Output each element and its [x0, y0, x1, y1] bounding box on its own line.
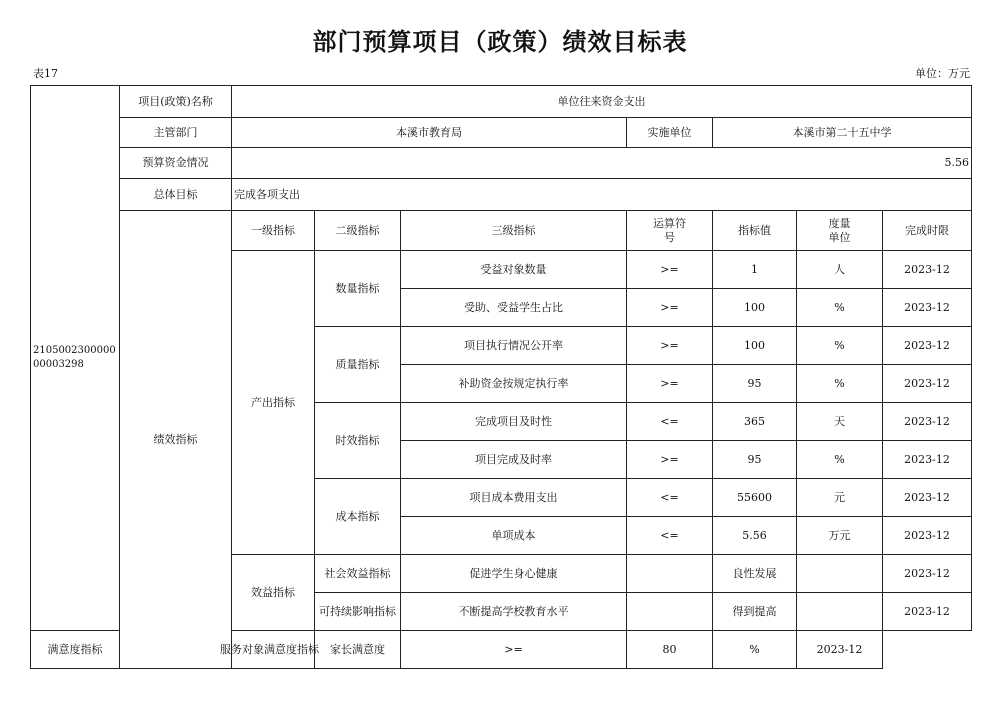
row-value: 5.56	[713, 517, 797, 555]
l1-benefit: 效益指标	[232, 555, 315, 631]
row-unit: %	[713, 631, 797, 669]
row-value: 95	[713, 441, 797, 479]
row-time: 2023-12	[883, 251, 972, 289]
row-value: 1	[713, 251, 797, 289]
row-unit: 元	[797, 479, 883, 517]
row-unit: 天	[797, 403, 883, 441]
row-op	[627, 593, 713, 631]
row-l3: 项目执行情况公开率	[401, 327, 627, 365]
perf-indicator-label: 绩效指标	[120, 211, 232, 669]
row-l3: 不断提高学校教育水平	[401, 593, 627, 631]
row-value: 55600	[713, 479, 797, 517]
row-op: >=	[627, 251, 713, 289]
header-time: 完成时限	[883, 211, 972, 251]
project-code: 210500230000000003298	[31, 86, 120, 631]
dept-value: 本溪市教育局	[232, 118, 627, 148]
row-time: 2023-12	[883, 479, 972, 517]
overall-goal-label: 总体目标	[120, 179, 232, 211]
row-op: >=	[627, 327, 713, 365]
header-value: 指标值	[713, 211, 797, 251]
row-l3: 单项成本	[401, 517, 627, 555]
row-value: 100	[713, 327, 797, 365]
row-op	[627, 555, 713, 593]
l2-timeliness: 时效指标	[315, 403, 401, 479]
header-l1: 一级指标	[232, 211, 315, 251]
row-value: 100	[713, 289, 797, 327]
dept-label: 主管部门	[120, 118, 232, 148]
row-time: 2023-12	[883, 403, 972, 441]
row-unit: 万元	[797, 517, 883, 555]
l2-quantity: 数量指标	[315, 251, 401, 327]
row-time: 2023-12	[797, 631, 883, 669]
row-value: 良性发展	[713, 555, 797, 593]
overall-goal-value: 完成各项支出	[232, 179, 972, 211]
row-l3: 受益对象数量	[401, 251, 627, 289]
row-unit: %	[797, 289, 883, 327]
performance-table	[30, 85, 972, 669]
row-op: <=	[627, 403, 713, 441]
row-op: <=	[627, 479, 713, 517]
row-value: 得到提高	[713, 593, 797, 631]
impl-unit-value: 本溪市第二十五中学	[713, 118, 972, 148]
row-time: 2023-12	[883, 517, 972, 555]
row-time: 2023-12	[883, 555, 972, 593]
row-l3: 补助资金按规定执行率	[401, 365, 627, 403]
l2-quality: 质量指标	[315, 327, 401, 403]
row-value: 95	[713, 365, 797, 403]
l2-social: 社会效益指标	[315, 555, 401, 593]
page-title: 部门预算项目（政策）绩效目标表	[312, 28, 688, 56]
row-time: 2023-12	[883, 289, 972, 327]
row-l3: 家长满意度	[315, 631, 401, 669]
unit-label: 单位：万元	[915, 67, 970, 80]
row-time: 2023-12	[883, 593, 972, 631]
budget-value: 5.56	[232, 148, 972, 179]
row-time: 2023-12	[883, 365, 972, 403]
row-l3: 完成项目及时性	[401, 403, 627, 441]
row-op: <=	[627, 517, 713, 555]
row-l3: 项目成本费用支出	[401, 479, 627, 517]
row-unit: %	[797, 365, 883, 403]
header-l2: 二级指标	[315, 211, 401, 251]
row-op: >=	[401, 631, 627, 669]
header-l3: 三级指标	[401, 211, 627, 251]
l2-cost: 成本指标	[315, 479, 401, 555]
row-op: >=	[627, 289, 713, 327]
row-l3: 受助、受益学生占比	[401, 289, 627, 327]
l1-satisfaction: 满意度指标	[31, 631, 120, 669]
project-name-value: 单位往来资金支出	[232, 86, 972, 118]
row-op: >=	[627, 441, 713, 479]
row-value: 365	[713, 403, 797, 441]
project-name-label: 项目(政策)名称	[120, 86, 232, 118]
row-op: >=	[627, 365, 713, 403]
budget-label: 预算资金情况	[120, 148, 232, 179]
l2-sustainable: 可持续影响指标	[315, 593, 401, 631]
impl-unit-label: 实施单位	[627, 118, 713, 148]
table-number: 表17	[33, 67, 58, 80]
row-time: 2023-12	[883, 327, 972, 365]
header-operator: 运算符号	[627, 211, 713, 251]
l1-output: 产出指标	[232, 251, 315, 555]
row-time: 2023-12	[883, 441, 972, 479]
row-value: 80	[627, 631, 713, 669]
row-unit: 人	[797, 251, 883, 289]
row-l3: 促进学生身心健康	[401, 555, 627, 593]
l2-service: 服务对象满意度指标	[232, 631, 315, 669]
row-unit	[797, 593, 883, 631]
row-unit	[797, 555, 883, 593]
row-unit: %	[797, 327, 883, 365]
header-unit: 度量单位	[797, 211, 883, 251]
row-unit: %	[797, 441, 883, 479]
row-l3: 项目完成及时率	[401, 441, 627, 479]
